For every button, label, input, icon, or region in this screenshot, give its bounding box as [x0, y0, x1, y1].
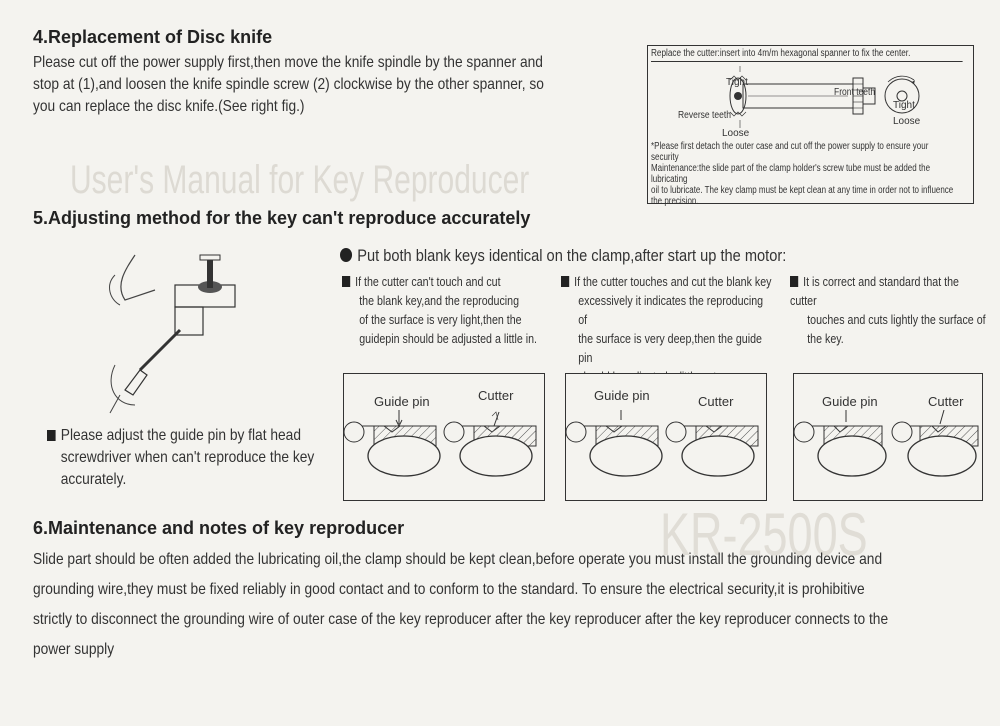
condition-2-text — [561, 272, 774, 386]
condition-line: excessively it indicates the reproducing of — [578, 293, 764, 327]
condition-line: If the cutter can't touch and cut — [355, 274, 501, 289]
section5-heading: 5.Adjusting method for the key can't reproduce accurately — [33, 208, 531, 228]
guide-pin-label: Guide pin — [594, 388, 650, 403]
condition-line: the surface is very deep,then the guide pin — [578, 331, 762, 365]
note-line: Please adjust the guide pin by flat head — [60, 427, 301, 444]
square-bullet-icon — [561, 276, 569, 287]
section6-body — [33, 545, 1000, 665]
square-bullet-icon — [790, 276, 798, 287]
square-bullet-icon — [47, 430, 56, 441]
condition-line: the blank key,and the reproducing — [359, 293, 520, 308]
figure-note-line: oil to lubricate. The key clamp must be kept clean at any time in order not to influence — [651, 185, 954, 196]
cutter-label: Cutter — [478, 388, 514, 403]
key-clamp-drawing — [566, 410, 766, 500]
condition-line: It is correct and standard that the cutter — [790, 274, 959, 308]
diagram-guide-pin-out — [565, 373, 767, 501]
disc-knife-figure — [647, 45, 974, 207]
condition-line: If the cutter touches and cut the blank key — [574, 274, 772, 289]
label-front-teeth: Front teeth — [834, 87, 876, 98]
cutter-label: Cutter — [698, 394, 734, 409]
section4-line: Please cut off the power supply first,then move the knife spindle by the spanner and — [33, 54, 543, 71]
condition-line: of the surface is very light,then the — [359, 312, 522, 327]
key-clamp-drawing — [794, 410, 982, 500]
guide-pin-label: Guide pin — [822, 394, 878, 409]
condition-line: guidepin should be adjusted a little in. — [359, 331, 538, 346]
section4-heading: 4.Replacement of Disc knife — [33, 27, 273, 47]
watermark-model: KR-2500S — [660, 501, 868, 568]
label-reverse-teeth: Reverse teeth — [678, 110, 731, 121]
label-tight-right: Tight — [893, 100, 915, 111]
section6-line: grounding wire,they must be fixed reliably in good contact and to conform to the standard. To ensure the electrical security,it is prohibitive — [33, 581, 865, 598]
knife-spindle-drawing — [648, 62, 973, 134]
section4-line: stop at (1),and loosen the knife spindle screw (2) clockwise by the other spanner, so — [33, 76, 544, 93]
screwdriver-illustration — [95, 245, 255, 415]
note-line: accurately. — [60, 471, 127, 488]
circle-bullet-icon — [340, 248, 352, 262]
condition-3-text — [790, 272, 987, 348]
watermark-title: User's Manual for Key Reproducer — [70, 158, 530, 202]
intro-text: Put both blank keys identical on the clamp,after start up the motor: — [357, 246, 787, 265]
label-loose-bottom: Loose — [722, 128, 750, 139]
condition-1-text — [342, 272, 547, 348]
cutter-label: Cutter — [928, 394, 964, 409]
figure-note — [651, 141, 955, 207]
adjust-guide-pin-note — [47, 425, 314, 491]
guide-pin-label: Guide pin — [374, 394, 430, 409]
figure-note-line: the precision. — [651, 196, 699, 207]
section5-intro — [340, 245, 786, 267]
section6-line: Slide part should be often added the lubricating oil,the clamp should be kept clean,before operate you must install the grounding device and — [33, 551, 883, 568]
label-loose-right: Loose — [893, 116, 921, 127]
label-tight-top: Tight — [726, 77, 748, 88]
section6-line: power supply — [33, 641, 115, 658]
condition-line: the key. — [807, 331, 844, 346]
key-clamp-drawing — [344, 410, 544, 500]
section6-heading: 6.Maintenance and notes of key reproducer — [33, 518, 405, 538]
figure-note-line: Maintenance:the slide part of the clamp holder's screw tube must be added the lubricating — [651, 163, 931, 185]
diagram-guide-pin-in — [343, 373, 545, 501]
diagram-correct — [793, 373, 983, 501]
section6-line: strictly to disconnect the grounding wire of outer case of the key reproducer after the key reproducer after the key reproducer connects to the — [33, 611, 889, 628]
figure-caption: Replace the cutter:insert into 4m/m hexagonal spanner to fix the center. — [651, 48, 963, 62]
section4-body — [33, 52, 635, 118]
square-bullet-icon — [342, 276, 350, 287]
section4-line: you can replace the disc knife.(See right fig.) — [33, 98, 305, 115]
condition-line: touches and cuts lightly the surface of — [807, 312, 986, 327]
figure-note-line: *Please first detach the outer case and cut off the power supply to ensure your security — [651, 141, 929, 163]
note-line: screwdriver when can't reproduce the key — [60, 449, 315, 466]
